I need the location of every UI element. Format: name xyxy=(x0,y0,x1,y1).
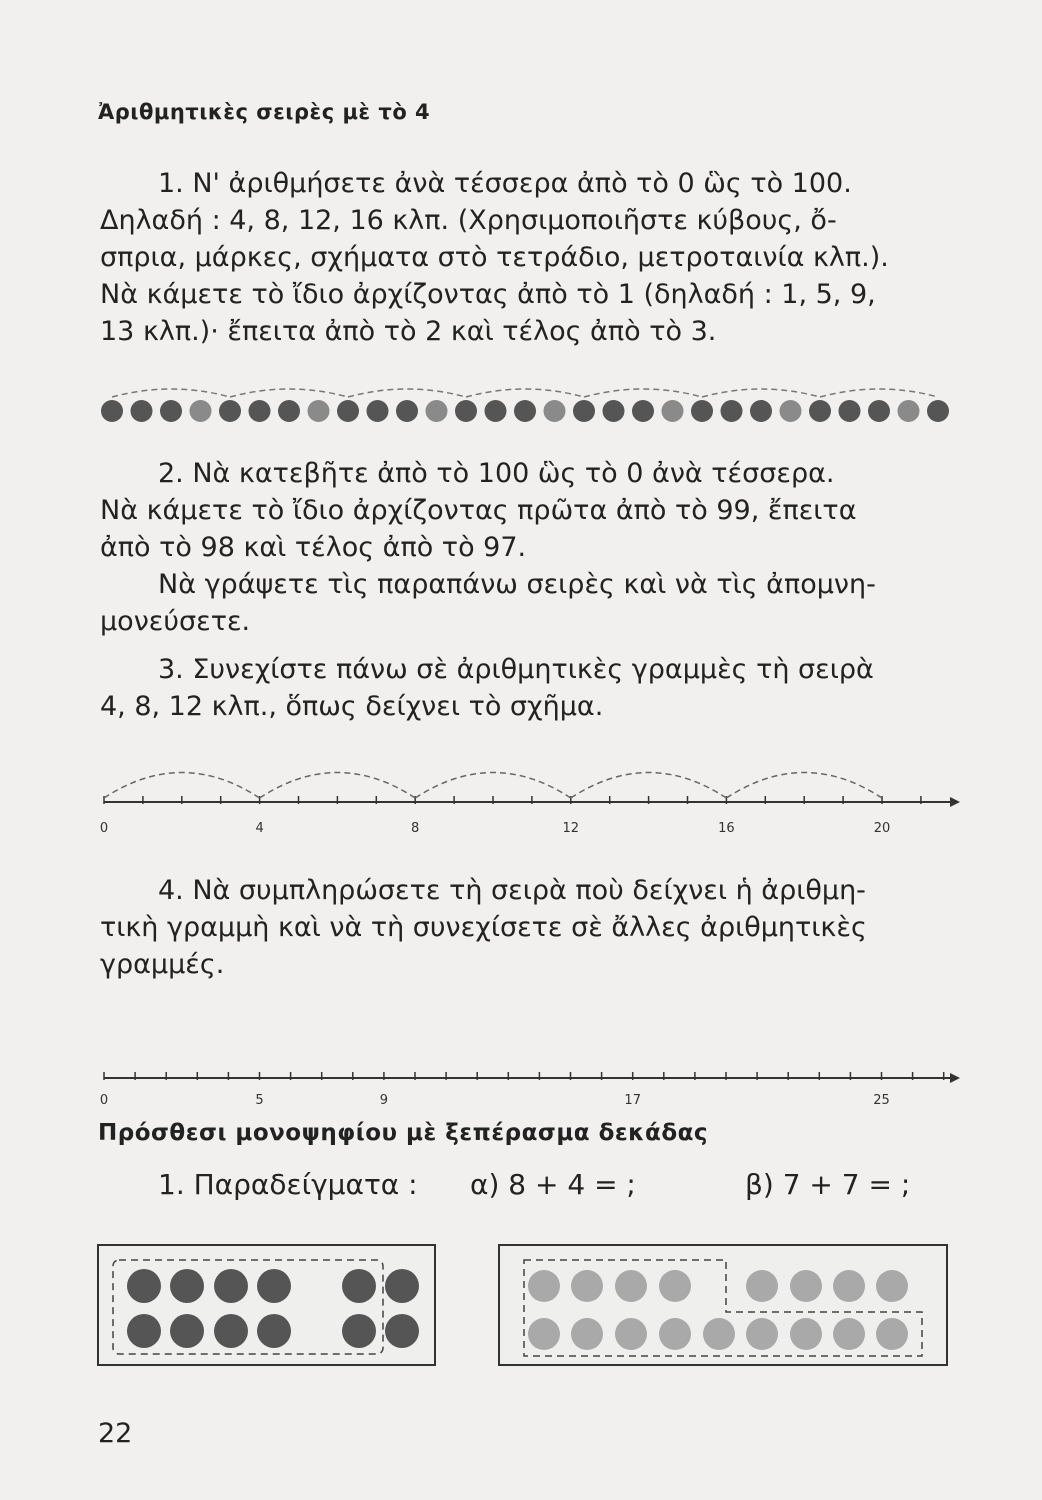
counter-dot xyxy=(528,1318,560,1350)
example-b-counters xyxy=(500,1246,946,1364)
hop-arc xyxy=(726,773,882,799)
counter-dot xyxy=(101,400,123,422)
exercise-3-line: 3. Συνεχίστε πάνω σὲ ἀριθμητικὲς γραμμὲς τὴ σειρὰ xyxy=(158,654,874,685)
counter-dot xyxy=(257,1314,291,1348)
tick-label: 16 xyxy=(718,821,735,836)
counter-dot xyxy=(219,400,241,422)
counter-dot xyxy=(278,400,300,422)
counter-dot xyxy=(746,1318,778,1350)
counter-dot xyxy=(780,400,802,422)
example-a-counters xyxy=(99,1246,434,1364)
counter-dot xyxy=(868,400,890,422)
exercise-2-memorize xyxy=(100,566,950,640)
hop-arc xyxy=(702,389,820,397)
counter-dot xyxy=(170,1269,204,1303)
exercise-3 xyxy=(100,651,950,725)
counter-dot xyxy=(573,400,595,422)
exercise-2-line: Νὰ κάμετε τὸ ἴδιο ἀρχίζοντας πρῶτα ἀπὸ τὸ 99, ἔπειτα xyxy=(100,495,857,526)
counter-dot xyxy=(691,400,713,422)
hop-arc xyxy=(230,389,348,397)
tick-label: 12 xyxy=(562,821,580,836)
counter-dot xyxy=(809,400,831,422)
exercise-3-line: 4, 8, 12 κλπ., ὅπως δείχνει τὸ σχῆμα. xyxy=(100,691,604,722)
hop-arc xyxy=(112,389,230,397)
tick-label: 0 xyxy=(99,1093,109,1108)
counter-dot xyxy=(308,400,330,422)
counter-dot xyxy=(544,400,566,422)
counter-dot xyxy=(876,1270,908,1302)
exercise-1-line: Νὰ κάμετε τὸ ἴδιο ἀρχίζοντας ἀπὸ τὸ 1 (δηλαδή : 1, 5, 9, xyxy=(100,279,876,310)
exercise-4 xyxy=(100,872,950,983)
counter-dot xyxy=(214,1314,248,1348)
hop-arc xyxy=(348,389,466,397)
counter-dot xyxy=(396,400,418,422)
exercise-4-line: τικὴ γραμμὴ καὶ νὰ τὴ συνεχίσετε σὲ ἄλλες ἀριθμητικὲς xyxy=(100,912,867,943)
counter-dot xyxy=(249,400,271,422)
number-line-1 xyxy=(92,740,962,860)
counter-dot xyxy=(746,1270,778,1302)
counter-dot xyxy=(385,1269,419,1303)
tick-label: 4 xyxy=(255,821,264,836)
example-a-counters-box xyxy=(97,1244,436,1366)
counter-dot xyxy=(750,400,772,422)
counter-dot xyxy=(632,400,654,422)
tick-label: 20 xyxy=(873,821,891,836)
exercise-1-line: 1. Ν' ἀριθμήσετε ἀνὰ τέσσερα ἀπὸ τὸ 0 ὣς τὸ 100. xyxy=(158,168,852,199)
exercise-1-line: Δηλαδή : 4, 8, 12, 16 κλπ. (Χρησιμοποιῆστε κύβους, ὄ- xyxy=(100,205,837,236)
arrow-head-icon xyxy=(950,797,960,807)
hop-arc xyxy=(415,773,571,799)
counter-dot xyxy=(833,1318,865,1350)
hop-arc xyxy=(571,773,727,799)
section-title-arithmetic-series: Ἀριθμητικὲς σειρὲς μὲ τὸ 4 xyxy=(98,100,431,124)
counter-dot xyxy=(127,1314,161,1348)
counter-dot xyxy=(571,1318,603,1350)
tick-label: 0 xyxy=(99,821,109,836)
counter-dot xyxy=(615,1318,647,1350)
counter-dot xyxy=(367,400,389,422)
counter-dot xyxy=(790,1270,822,1302)
hop-arc xyxy=(104,773,260,799)
example-b: β) 7 + 7 = ; xyxy=(745,1168,911,1201)
hop-arc xyxy=(260,773,416,799)
counter-dot xyxy=(927,400,949,422)
exercise-1-line: 13 κλπ.)· ἔπειτα ἀπὸ τὸ 2 καὶ τέλος ἀπὸ τὸ 3. xyxy=(100,316,717,347)
hop-arc xyxy=(466,389,584,397)
counter-dot xyxy=(703,1318,735,1350)
counter-dot xyxy=(337,400,359,422)
counter-dot xyxy=(131,400,153,422)
counter-dot xyxy=(455,400,477,422)
example-a: α) 8 + 4 = ; xyxy=(470,1168,636,1201)
counter-dot xyxy=(528,1270,560,1302)
tick-label: 17 xyxy=(624,1093,641,1108)
counter-dot xyxy=(385,1314,419,1348)
exercise-2-line: Νὰ γράψετε τὶς παραπάνω σειρὲς καὶ νὰ τὶς ἀπομνη- xyxy=(158,569,876,600)
counter-dot xyxy=(514,400,536,422)
counter-dot xyxy=(790,1318,822,1350)
counter-dot xyxy=(342,1269,376,1303)
example-b-counters-box xyxy=(498,1244,948,1366)
counter-dot xyxy=(214,1269,248,1303)
section-title-addition: Πρόσθεσι μονοψηφίου μὲ ξεπέρασμα δεκάδας xyxy=(98,1120,709,1146)
counter-dot xyxy=(485,400,507,422)
tick-label: 25 xyxy=(873,1093,890,1108)
counter-dot xyxy=(257,1269,291,1303)
examples-intro: 1. Παραδείγματα : xyxy=(158,1168,418,1201)
exercise-1 xyxy=(100,165,950,350)
counting-dots-row xyxy=(100,378,950,428)
tick-label: 5 xyxy=(255,1093,264,1108)
counter-dot xyxy=(127,1269,161,1303)
hop-arc xyxy=(584,389,702,397)
counter-dot xyxy=(833,1270,865,1302)
arrow-head-icon xyxy=(950,1073,960,1083)
counter-dot xyxy=(190,400,212,422)
counter-dot xyxy=(603,400,625,422)
exercise-2 xyxy=(100,455,950,566)
counter-dot xyxy=(876,1318,908,1350)
counter-dot xyxy=(426,400,448,422)
tick-label: 9 xyxy=(379,1093,389,1108)
counter-dot xyxy=(170,1314,204,1348)
exercise-1-line: σπρια, μάρκες, σχήματα στὸ τετράδιο, μετροταινία κλπ.). xyxy=(100,242,889,273)
counter-dot xyxy=(721,400,743,422)
page-number: 22 xyxy=(98,1418,133,1449)
exercise-4-line: γραμμές. xyxy=(100,949,225,980)
counter-dot xyxy=(898,400,920,422)
counter-dot xyxy=(342,1314,376,1348)
counter-dot xyxy=(160,400,182,422)
exercise-2-line: μονεύσετε. xyxy=(100,606,251,637)
counter-dot xyxy=(659,1270,691,1302)
exercise-4-line: 4. Νὰ συμπληρώσετε τὴ σειρὰ ποὺ δείχνει ἡ ἀριθμη- xyxy=(158,875,866,906)
counter-dot xyxy=(839,400,861,422)
exercise-2-line: ἀπὸ τὸ 98 καὶ τέλος ἀπὸ τὸ 97. xyxy=(100,532,527,563)
counter-dot xyxy=(662,400,684,422)
hop-arc xyxy=(820,389,938,397)
counter-dot xyxy=(659,1318,691,1350)
exercise-2-line: 2. Νὰ κατεβῆτε ἀπὸ τὸ 100 ὣς τὸ 0 ἀνὰ τέσσερα. xyxy=(158,458,835,489)
counter-dot xyxy=(615,1270,647,1302)
counter-dot xyxy=(571,1270,603,1302)
tick-label: 8 xyxy=(411,821,420,836)
